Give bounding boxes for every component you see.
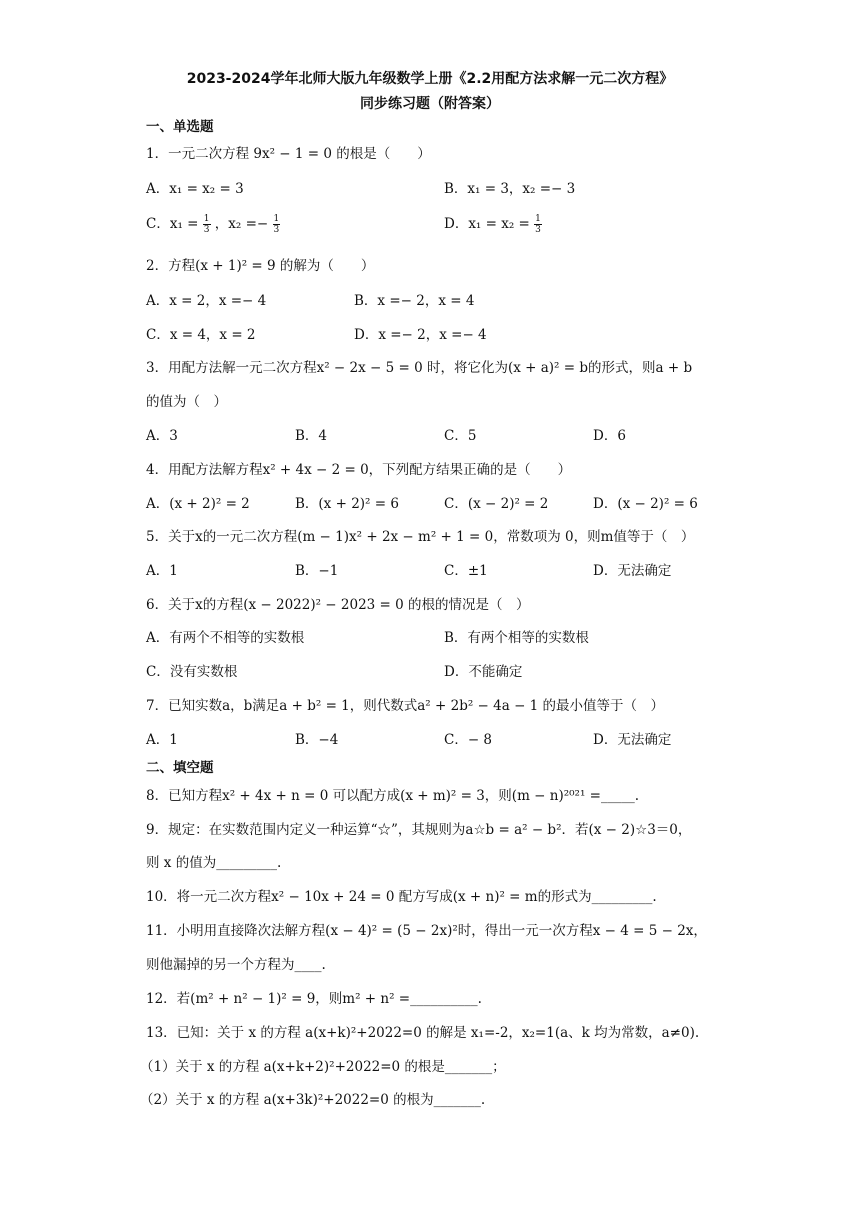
question-6-option-a[interactable]: A．有两个不相等的实数根: [146, 630, 305, 646]
question-2-option-b[interactable]: B．x =− 2，x = 4: [354, 293, 475, 309]
question-13-part-1: （1）关于 x 的方程 a(x+k+2)²+2022=0 的根是_______；: [140, 1059, 506, 1075]
question-3-stem-line2: 的值为（ ）: [146, 394, 227, 410]
question-7-option-a[interactable]: A．1: [146, 732, 178, 748]
question-5-option-a[interactable]: A．1: [146, 563, 178, 579]
question-2-option-a[interactable]: A．x = 2，x =− 4: [146, 293, 267, 309]
question-1-option-b[interactable]: B．x₁ = 3，x₂ =− 3: [444, 181, 576, 197]
question-8-stem: 8．已知方程x² + 4x + n = 0 可以配方成(x + m)² = 3，则(m − n)²⁰²¹ =_____.: [146, 788, 640, 804]
question-4-stem: 4．用配方法解方程x² + 4x − 2 = 0，下列配方结果正确的是（ ）: [146, 462, 572, 478]
question-5-option-c[interactable]: C．±1: [444, 563, 488, 579]
fraction-one-third: $\frac{1}{3}$: [203, 214, 210, 235]
question-3-option-b[interactable]: B．4: [295, 428, 328, 444]
question-7-option-d[interactable]: D．无法确定: [593, 732, 672, 748]
question-1-option-d[interactable]: [444, 212, 542, 235]
section-heading-single-choice: 一、单选题: [146, 119, 214, 135]
question-4-option-a[interactable]: A．(x + 2)² = 2: [146, 496, 250, 512]
fraction-one-third: $\frac{1}{3}$: [535, 214, 541, 235]
question-1-option-a[interactable]: A．x₁ = x₂ = 3: [146, 181, 244, 197]
question-7-option-c[interactable]: C．− 8: [444, 732, 493, 748]
question-13-stem: 13．已知：关于 x 的方程 a(x+k)²+2022=0 的解是 x₁=-2，x₂=1(a、k 均为常数，a≠0).: [146, 1025, 700, 1041]
question-11-stem-line2: 则他漏掉的另一个方程为____.: [146, 957, 326, 973]
question-6-option-c[interactable]: C．没有实数根: [146, 664, 238, 680]
question-2-stem: 2．方程(x + 1)² = 9 的解为（ ）: [146, 258, 375, 274]
question-1-option-c-mid: ，x₂ =−: [214, 216, 269, 232]
question-2-option-c[interactable]: C．x = 4，x = 2: [146, 327, 256, 343]
question-1-option-c-prefix: C．x₁ =: [146, 216, 199, 232]
question-4-option-d[interactable]: D．(x − 2)² = 6: [593, 496, 698, 512]
question-12-stem: 12．若(m² + n² − 1)² = 9，则m² + n² =__________.: [146, 991, 482, 1007]
question-9-stem-line2: 则 x 的值为_________.: [146, 855, 282, 871]
question-9-stem-line1: 9．规定：在实数范围内定义一种运算“☆”，其规则为a☆b = a² − b²．若(x − 2)☆3＝0，: [146, 822, 692, 838]
question-5-option-d[interactable]: D．无法确定: [593, 563, 672, 579]
question-7-option-b[interactable]: B．−4: [295, 732, 339, 748]
question-3-option-d[interactable]: D．6: [593, 428, 626, 444]
question-10-stem: 10．将一元二次方程x² − 10x + 24 = 0 配方写成(x + n)² = m的形式为_________.: [146, 889, 657, 905]
question-3-option-c[interactable]: C．5: [444, 428, 477, 444]
question-5-stem: 5．关于x的一元二次方程(m − 1)x² + 2x − m² + 1 = 0，常数项为 0，则m值等于（ ）: [146, 529, 695, 545]
fraction-one-third: $\frac{1}{3}$: [273, 214, 280, 235]
question-1-option-d-prefix: D．x₁ = x₂ =: [444, 216, 530, 232]
question-5-option-b[interactable]: B．−1: [295, 563, 339, 579]
question-3-stem-line1: 3．用配方法解一元二次方程x² − 2x − 5 = 0 时，将它化为(x + a)² = b的形式，则a + b: [146, 360, 693, 376]
question-3-option-a[interactable]: A．3: [146, 428, 178, 444]
question-1-option-c[interactable]: [146, 212, 280, 235]
document-title-line2: 同步练习题（附答案）: [360, 96, 500, 112]
question-1-stem: 1．一元二次方程 9x² − 1 = 0 的根是（ ）: [146, 146, 431, 162]
question-4-option-c[interactable]: C．(x − 2)² = 2: [444, 496, 549, 512]
question-7-stem: 7．已知实数a，b满足a + b² = 1，则代数式a² + 2b² − 4a − 1 的最小值等于（ ）: [146, 698, 665, 714]
question-4-option-b[interactable]: B．(x + 2)² = 6: [295, 496, 399, 512]
question-6-stem: 6．关于x的方程(x − 2022)² − 2023 = 0 的根的情况是（ ）: [146, 597, 530, 613]
question-6-option-b[interactable]: B．有两个相等的实数根: [444, 630, 589, 646]
question-11-stem-line1: 11．小明用直接降次法解方程(x − 4)² = (5 − 2x)²时，得出一元一次方程x − 4 = 5 − 2x，: [146, 923, 707, 939]
section-heading-fill-in: 二、填空题: [146, 760, 214, 776]
question-2-option-d[interactable]: D．x =− 2，x =− 4: [354, 327, 487, 343]
question-6-option-d[interactable]: D．不能确定: [444, 664, 523, 680]
question-13-part-2: （2）关于 x 的方程 a(x+3k)²+2022=0 的根为_______.: [140, 1092, 486, 1108]
document-title-line1: 2023-2024学年北师大版九年级数学上册《2.2用配方法求解一元二次方程》: [186, 71, 674, 87]
